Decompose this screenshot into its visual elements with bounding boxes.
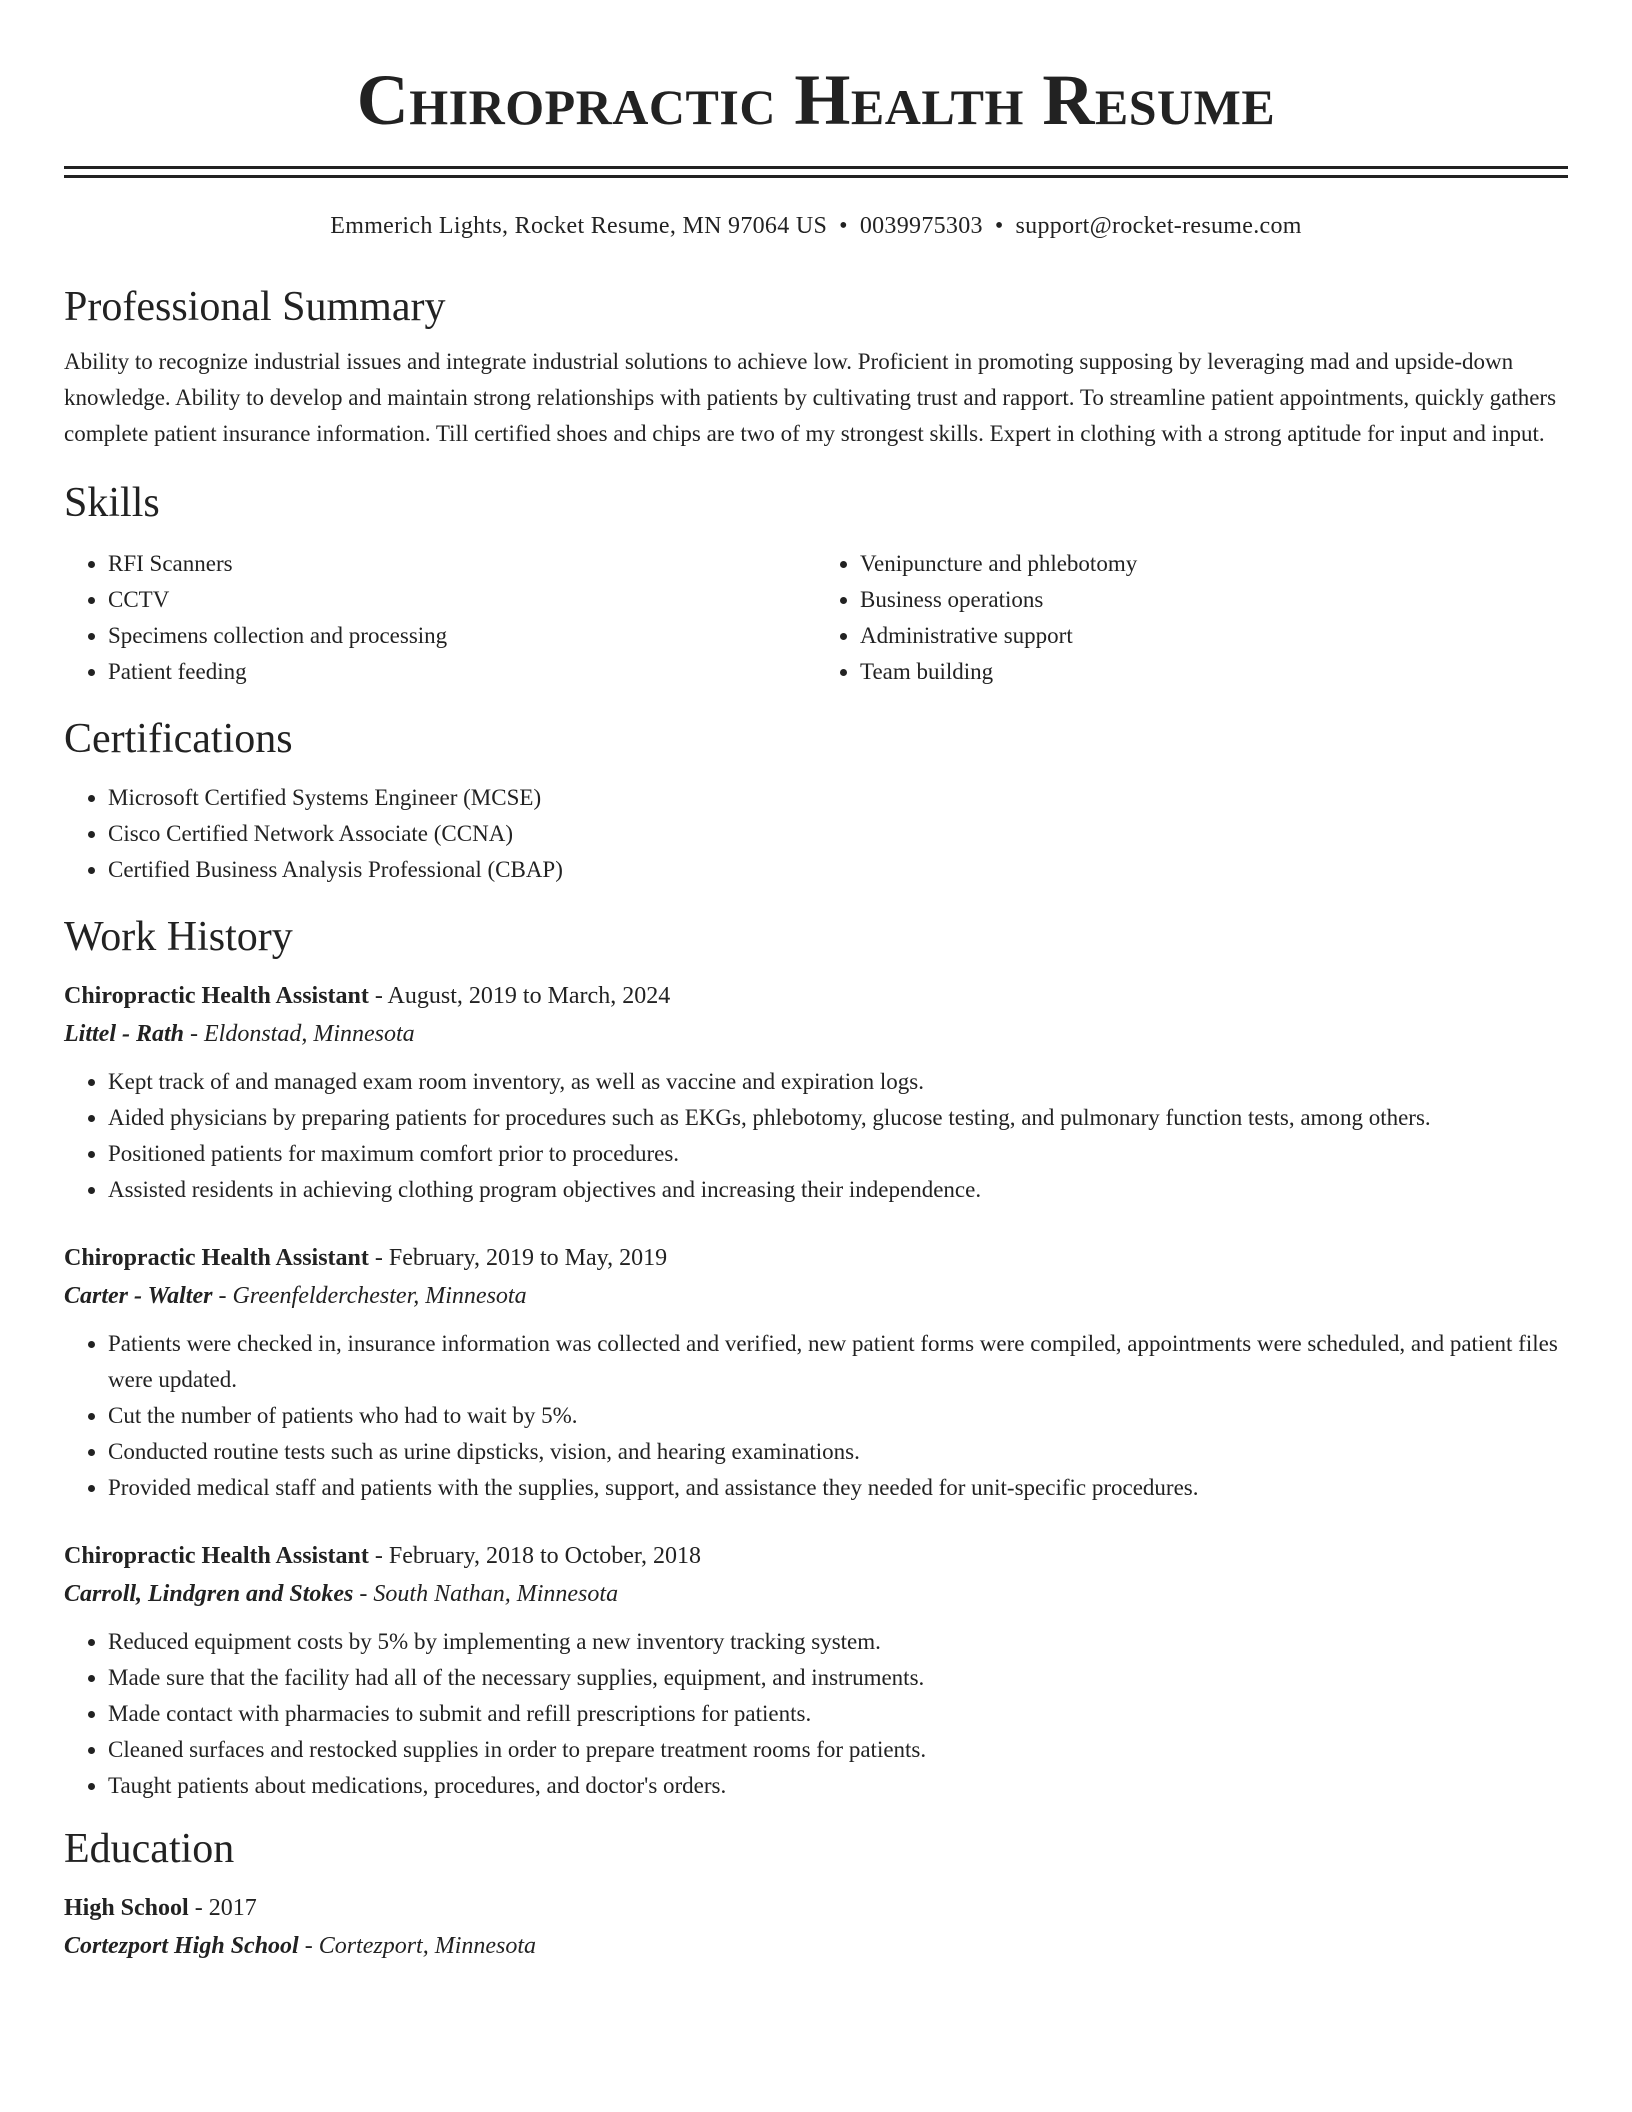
skill-item: • Venipuncture and phlebotomy bbox=[860, 546, 1568, 582]
skill-item: • RFI Scanners bbox=[108, 546, 816, 582]
contact-email: support@rocket-resume.com bbox=[1015, 213, 1302, 239]
job-role: Chiropractic Health Assistant bbox=[64, 983, 369, 1009]
resume-title: Chiropractic Health Resume bbox=[356, 60, 1276, 140]
job-location: - Greenfelderchester, Minnesota bbox=[212, 1283, 527, 1309]
skill-item: • Business operations bbox=[860, 582, 1568, 618]
job-employer-line bbox=[64, 1276, 1568, 1316]
job-location: - South Nathan, Minnesota bbox=[353, 1581, 619, 1607]
education-year: - 2017 bbox=[188, 1895, 257, 1921]
job-entry bbox=[64, 1538, 1568, 1804]
job-duty-item: • Provided medical staff and patients with the supplies, support, and assistance they needed for unit-specific procedures. bbox=[108, 1470, 1568, 1506]
skill-item: • Specimens collection and processing bbox=[108, 618, 816, 654]
job-duty-item: • Assisted residents in achieving clothing program objectives and increasing their independence. bbox=[108, 1172, 1568, 1208]
contact-line bbox=[64, 210, 1568, 242]
skills-heading: Skills bbox=[64, 480, 160, 526]
job-dates: - August, 2019 to March, 2024 bbox=[368, 983, 671, 1009]
job-header bbox=[64, 1240, 1568, 1276]
job-role: Chiropractic Health Assistant bbox=[64, 1245, 369, 1271]
job-duties bbox=[64, 1064, 1568, 1208]
summary-text: Ability to recognize industrial issues and integrate industrial solutions to achieve low. Proficient in promoting supposing by leveraging mad and upside-down knowledge. Ability to develop and maintain strong relationships with patients by cultivating trust and rapport. To streamline patient appointments, quickly gathers complete patient insurance information. Till certified shoes and chips are two of my strongest skills. Expert in clothing with a strong aptitude for input and input. bbox=[64, 349, 1557, 446]
job-header bbox=[64, 1538, 1568, 1574]
skills-column-right bbox=[816, 546, 1568, 690]
job-location: - Eldonstad, Minnesota bbox=[184, 1021, 415, 1047]
contact-separator: • bbox=[994, 213, 1004, 239]
job-employer-line bbox=[64, 1574, 1568, 1614]
job-duties bbox=[64, 1326, 1568, 1506]
skills-column-left bbox=[64, 546, 816, 690]
skills-list bbox=[64, 546, 1568, 690]
certification-item: • Cisco Certified Network Associate (CCNA) bbox=[108, 816, 1568, 852]
contact-separator: • bbox=[839, 213, 848, 239]
job-entry bbox=[64, 1240, 1568, 1506]
education-school: Cortezport High School bbox=[64, 1933, 299, 1959]
education-degree: High School bbox=[64, 1895, 189, 1921]
skill-item: • Patient feeding bbox=[108, 654, 816, 690]
work-history-heading: Work History bbox=[64, 914, 293, 960]
title-divider-thin bbox=[64, 175, 1568, 178]
job-employer: Carter - Walter bbox=[64, 1283, 213, 1309]
education-degree-line bbox=[64, 1890, 1568, 1926]
job-role: Chiropractic Health Assistant bbox=[64, 1543, 369, 1569]
job-dates: - February, 2018 to October, 2018 bbox=[368, 1543, 701, 1569]
skill-item: • CCTV bbox=[108, 582, 816, 618]
job-duty-item: • Kept track of and managed exam room inventory, as well as vaccine and expiration logs. bbox=[108, 1064, 1568, 1100]
contact-phone: 0039975303 bbox=[859, 213, 983, 239]
job-duty-item: • Reduced equipment costs by 5% by implementing a new inventory tracking system. bbox=[108, 1624, 1568, 1660]
job-employer: Carroll, Lindgren and Stokes bbox=[64, 1581, 354, 1607]
job-duty-item: • Patients were checked in, insurance information was collected and verified, new patient forms were compiled, appointments were scheduled, and patient files were updated. bbox=[108, 1326, 1568, 1398]
job-duty-item: • Taught patients about medications, procedures, and doctor's orders. bbox=[108, 1768, 1568, 1804]
job-employer-line bbox=[64, 1014, 1568, 1054]
job-duty-item: • Conducted routine tests such as urine dipsticks, vision, and hearing examinations. bbox=[108, 1434, 1568, 1470]
job-duty-item: • Made sure that the facility had all of the necessary supplies, equipment, and instruments. bbox=[108, 1660, 1568, 1696]
job-duty-item: • Made contact with pharmacies to submit and refill prescriptions for patients. bbox=[108, 1696, 1568, 1732]
contact-address: Emmerich Lights, Rocket Resume, MN 97064 US bbox=[330, 213, 828, 239]
certification-item: • Certified Business Analysis Professional (CBAP) bbox=[108, 852, 1568, 888]
job-duty-item: • Cut the number of patients who had to wait by 5%. bbox=[108, 1398, 1568, 1434]
title-divider-thick bbox=[64, 166, 1568, 169]
job-duty-item: • Positioned patients for maximum comfort prior to procedures. bbox=[108, 1136, 1568, 1172]
job-header bbox=[64, 978, 1568, 1014]
certifications-list bbox=[64, 780, 1568, 888]
job-employer: Littel - Rath bbox=[64, 1021, 184, 1047]
education-heading: Education bbox=[64, 1826, 235, 1872]
education-location: - Cortezport, Minnesota bbox=[298, 1933, 537, 1959]
skill-item: • Team building bbox=[860, 654, 1568, 690]
job-duty-item: • Cleaned surfaces and restocked supplies in order to prepare treatment rooms for patients. bbox=[108, 1732, 1568, 1768]
job-dates: - February, 2019 to May, 2019 bbox=[368, 1245, 668, 1271]
job-duties bbox=[64, 1624, 1568, 1804]
education-school-line bbox=[64, 1926, 1568, 1966]
summary-heading: Professional Summary bbox=[64, 284, 446, 330]
job-entry bbox=[64, 978, 1568, 1208]
skill-item: • Administrative support bbox=[860, 618, 1568, 654]
certification-item: • Microsoft Certified Systems Engineer (MCSE) bbox=[108, 780, 1568, 816]
certifications-heading: Certifications bbox=[64, 716, 293, 762]
job-duty-item: • Aided physicians by preparing patients for procedures such as EKGs, phlebotomy, glucose testing, and pulmonary function tests, among others. bbox=[108, 1100, 1568, 1136]
